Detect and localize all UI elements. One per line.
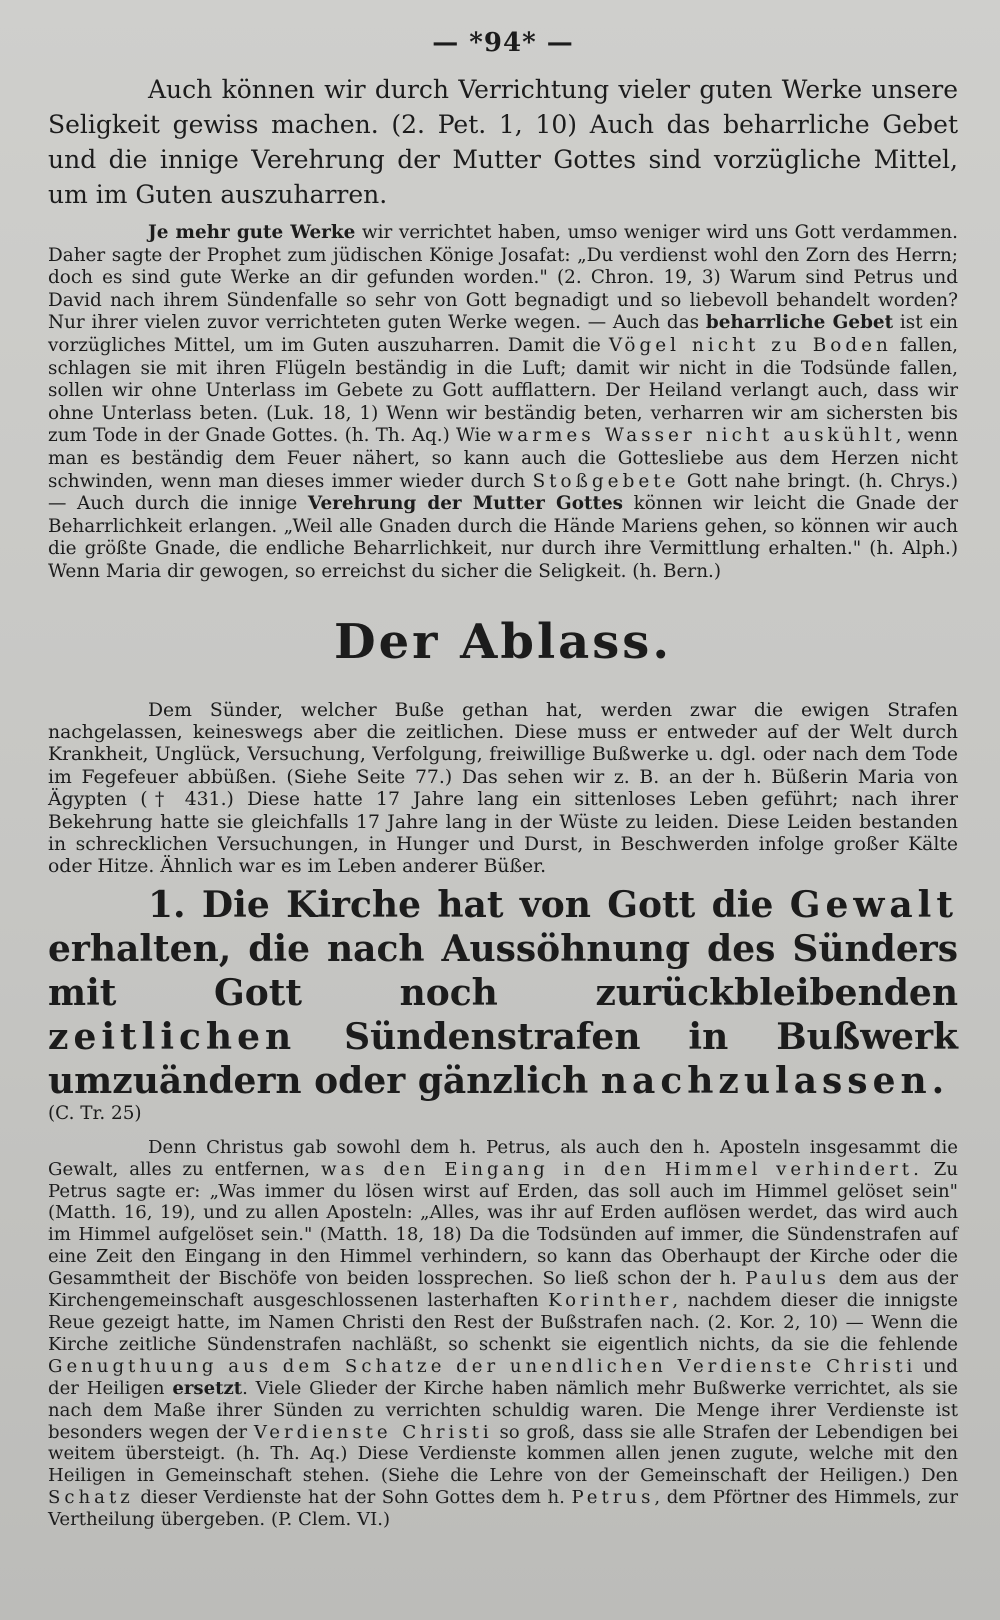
text-run: und der Heiligen (48, 1355, 958, 1399)
spaced-phrase: Gewalt (789, 883, 958, 926)
text-run: fallen, schlagen sie mit ihren Flügeln beständig in die Luft; damit wir nicht in die Todsünde fallen, sollen wir ohne Unterlass im Gebete zu Gott aufflattern. Der Heiland verlangt auch, dass wir ohne Unterlass beten. (Luk. 18, 1) Wenn wir beständig beten, verharren wir am sichersten bis zum Tode in der Gnade Gottes. (h. Th. Aq.) Wie (48, 334, 958, 447)
thesis-heading (48, 883, 958, 1103)
text-run: . Viele Glieder der Kirche haben nämlich mehr Bußwerke verrichtet, als sie nach dem Maße ihrer Sünden zu verrichten schuldig waren. Die Menge ihrer Verdienste ist besonders wegen der (48, 1377, 958, 1443)
bold-phrase: Verehrung der Mutter Gottes (307, 493, 624, 515)
bold-phrase: Je mehr gute Werke (148, 222, 356, 243)
text-run: Denn Christus gab sowohl dem h. Petrus, als auch den h. Aposteln insgesammt die Gewalt, alles zu entfernen, (48, 1136, 958, 1180)
text-run: , wenn man es beständig dem Feuer nähert, so kann auch die Gottesliebe aus dem Herzen nicht schwinden, wenn man dieses immer wieder durch (48, 425, 958, 492)
intro-paragraph: Auch können wir durch Verrichtung vieler guten Werke unsere Seligkeit gewiss machen. (2. Pet. 1, 10) Auch das beharrliche Gebet und die innige Verehrung der Mutter Gottes sind vorzügliche Mittel, um im Guten auszuharren. (48, 75, 958, 209)
text-run: Zu Petrus sagte er: „Was immer du lösen wirst auf Erden, das soll auch im Himmel gelöset sein" (Matth. 16, 19), und zu allen Aposteln: „Alles, was ihr auf Erden auflösen werdet, das wird auch im Himmel aufgelöset sein." (Matth. 18, 18) Da die Todsünden auf immer, die Sündenstrafen auf eine Zeit den Eingang in den Himmel verhindern, so kann das Oberhaupt der Kirche oder die Gesammtheit der Bischöfe von beiden lossprechen. So ließ schon der h. (48, 1158, 958, 1290)
section-intro-paragraph: Dem Sünder, welcher Buße gethan hat, werden zwar die ewigen Strafen nachgelassen, keineswegs aber die zeitlichen. Diese muss er entweder auf der Welt durch Krankheit, Unglück, Versuchung, Verfolgung, freiwillige Bußwerke u. dgl. oder nach dem Tode im Fegefeuer abbüßen. (Siehe Seite 77.) Das sehen wir z. B. an der h. Büßerin Maria von Ägypten († 431.) Diese hatte 17 Jahre lang ein sittenloses Leben geführt; nach ihrer Bekehrung hatte sie gleichfalls 17 Jahre lang in der Wüste zu leiden. Diese Leiden bestanden in schrecklichen Versuchungen, in Hunger und Durst, in Beschwerden infolge großer Kälte oder Hitze. Ähnlich war es im Leben anderer Büßer. (48, 699, 958, 878)
spaced-phrase: Vögel nicht zu Boden (608, 334, 892, 356)
spaced-phrase: Petrus (571, 1487, 655, 1509)
text-run: wir verrichtet haben, umso weniger wird uns Gott verdammen. Daher sagte der Prophet zum jüdischen Könige Josafat: „Du verdienst wohl den Zorn des Herrn; doch es sind gute Werke an dir gefunden worden." (2. Chron. 19, 3) Warum sind Petrus und David nach ihrem Sündenfalle so sehr von Gott begnadigt und so liebevoll behandelt worden? Nur ihrer vielen zuvor verrichteten guten Werke wegen. — Auch das (48, 222, 958, 334)
text-run: dem aus der Kirchengemeinschaft ausgeschlossenen lasterhaften (48, 1268, 958, 1312)
spaced-phrase: was den Eingang in den Himmel verhindert. (321, 1158, 923, 1180)
text-run: , nachdem dieser die innigste Reue gezeigt hatte, im Namen Christi den Rest der Bußstrafen nach. (2. Kor. 2, 10) — Wenn die Kirche zeitliche Sündenstrafen nachläßt, so schenkt sie eigentlich nichts, da sie die fehlende (48, 1290, 958, 1355)
spaced-phrase: Verdienste Christi (253, 1421, 493, 1443)
body-paragraph (48, 222, 958, 584)
text-run: 1. Die Kirche hat von Gott die (148, 883, 790, 926)
spaced-phrase: Schatz (48, 1487, 134, 1509)
text-run: dieser Verdienste hat der Sohn Gottes dem h. (133, 1487, 572, 1509)
spaced-phrase: nachzulassen. (600, 1059, 950, 1102)
text-run: Sündenstrafen in Bußwerk umzuändern oder gänzlich (48, 1015, 958, 1102)
bold-phrase: ersetzt (172, 1377, 243, 1399)
text-run: so groß, dass sie alle Strafen der Lebendigen bei weitem übersteigt. (h. Th. Aq.) Diese Verdienste kommen allen jenen zugute, welche mit den Heiligen in Gemeinschaft stehen. (Siehe die Lehre von der Gemeinschaft der Heiligen.) Den (48, 1421, 958, 1487)
citation: (C. Tr. 25) (48, 1102, 142, 1124)
page-number: — *94* — (432, 28, 574, 58)
text-run: können wir leicht die Gnade der Beharrlichkeit erlangen. „Weil alle Gnaden durch die Hände Mariens gehen, so können wir auch die größte Gnade, die endliche Beharrlichkeit, nur durch ihre Vermittlung erhalten." (h. Alph.) Wenn Maria dir gewogen, so erreichst du sicher die Seligkeit. (h. Bern.) (48, 493, 958, 582)
spaced-phrase: Korinther (548, 1290, 673, 1312)
text-run: erhalten, die nach Aussöhnung des Sünders mit Gott noch zurückbleibenden (48, 927, 958, 1014)
spaced-phrase: Stoßgebete (532, 470, 680, 492)
section-title: Der Ablass. (333, 613, 673, 670)
spaced-phrase: Genugthuung aus dem Schatze der unendlichen Verdienste Christi (48, 1355, 917, 1377)
bold-phrase: beharrliche Gebet (705, 312, 894, 334)
spaced-phrase: Paulus (745, 1268, 830, 1290)
spaced-phrase: warmes Wasser nicht auskühlt (497, 425, 896, 447)
text-run: , dem Pförtner des Himmels, zur Vertheilung übergeben. (P. Clem. VI.) (48, 1487, 958, 1531)
text-run: ist ein vorzügliches Mittel, um im Guten auszuharren. Damit die (48, 312, 959, 356)
text-run: Gott nahe bringt. (h. Chrys.) — Auch durch die innige (48, 470, 958, 515)
final-paragraph (48, 1137, 958, 1531)
spaced-phrase: zeitlichen (48, 1015, 297, 1058)
